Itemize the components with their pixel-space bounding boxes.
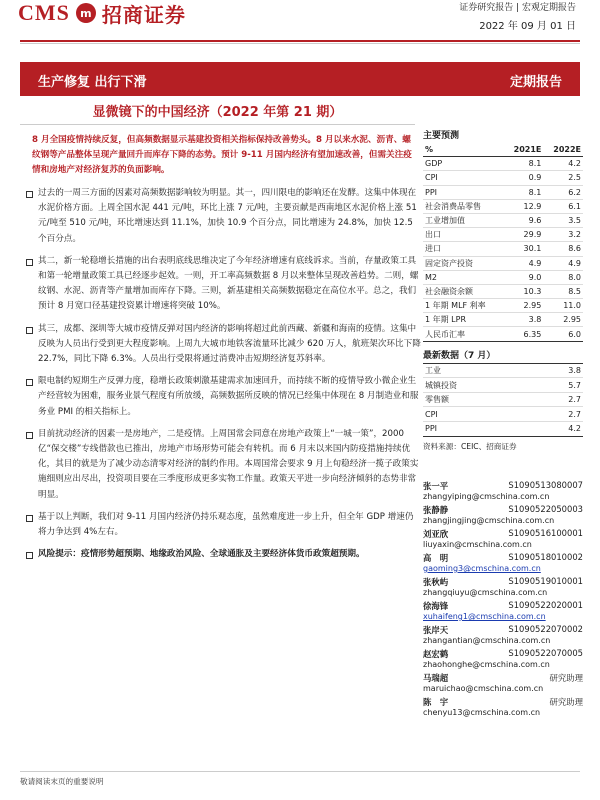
checkbox-bullet-icon [26, 191, 33, 198]
table-row [423, 157, 583, 171]
table-header-cell: 2022E [543, 143, 583, 157]
bullet-text: 基于以上判断，我们对 9-11 月国内经济仍持乐观态度，虽然难度进一步上升，但全年 GDP 增速仍将力争达到 4%左右。 [38, 511, 414, 538]
table-row [423, 199, 583, 213]
checkbox-bullet-icon [26, 515, 33, 522]
table-header-cell: 2021E [504, 143, 544, 157]
table-cell: GDP [423, 157, 504, 171]
bullet-text: 风险提示：疫情形势超预期、地缘政治风险、全球通胀及主要经济体货币政策超预期。 [38, 549, 365, 560]
analyst-row [423, 480, 583, 492]
table-row [423, 313, 583, 327]
report-type: 证券研究报告 | 宏观定期报告 [459, 3, 576, 13]
table-cell: 8.1 [504, 157, 544, 171]
forecast-table [423, 143, 583, 342]
forecast-title: 主要预测 [423, 131, 460, 141]
table-cell: 6.1 [543, 199, 583, 213]
analyst-email: liuyaxin@cmschina.com.cn [423, 540, 532, 549]
analyst-email: zhangyiping@cmschina.com.cn [423, 492, 550, 501]
analyst-email: zhangjingjing@cmschina.com.cn [423, 516, 555, 525]
analyst-name: 马瑞超 [423, 673, 449, 683]
table-cell: 2.95 [504, 299, 544, 313]
table-cell: 8.6 [543, 242, 583, 256]
title-divider [20, 124, 415, 125]
table-cell: 29.9 [504, 228, 544, 242]
checkbox-bullet-icon [26, 327, 33, 334]
table-row [423, 422, 583, 437]
table-cell: 3.2 [543, 228, 583, 242]
analyst-id: S1090519010001 [508, 576, 583, 586]
table-cell: 3.8 [504, 313, 544, 327]
table-cell: 6.35 [504, 327, 544, 341]
analyst-email[interactable]: xuhaifeng1@cmschina.com.cn [423, 612, 546, 621]
analyst-entry [423, 648, 583, 669]
table-row [423, 284, 583, 298]
table-header-cell: % [423, 143, 504, 157]
analyst-name: 张一平 [423, 481, 449, 491]
latest-data-title: 最新数据（7 月） [423, 350, 496, 361]
analyst-entry [423, 600, 583, 621]
title-banner [20, 62, 580, 96]
checkbox-bullet-icon [26, 432, 33, 439]
footer-divider [20, 771, 580, 772]
table-cell: 零售额 [423, 392, 532, 407]
analyst-id: S1090522050003 [508, 504, 583, 514]
analyst-name: 张秋屿 [423, 577, 449, 587]
table-row [423, 392, 583, 407]
analyst-email: chenyu13@cmschina.com.cn [423, 708, 541, 717]
table-cell: 5.7 [532, 378, 583, 393]
checkbox-bullet-icon [26, 552, 33, 559]
table-row [423, 270, 583, 284]
table-cell: 12.9 [504, 199, 544, 213]
analyst-row [423, 672, 583, 684]
header-divider-thin [20, 43, 580, 44]
table-cell: 0.9 [504, 171, 544, 185]
table-cell: 人民币汇率 [423, 327, 504, 341]
table-cell: 4.9 [504, 256, 544, 270]
analyst-row [423, 648, 583, 660]
bullet-item [26, 547, 421, 562]
table-cell: 2.7 [532, 392, 583, 407]
table-cell: 社会融资余额 [423, 284, 504, 298]
table-row [423, 407, 583, 422]
company-logo [18, 0, 186, 26]
bullet-text: 限电制约短期生产反弹力度，稳增长政策刺激基建需求加速回升，而持续不断的疫情导致小微企业生产经营较为困难，服务业景气程度有所放缓，高频数据所反映的情况已经集中体现在 8 月制造业和服务业 PMI 的相关指标上。 [38, 376, 419, 417]
latest-data-table [423, 363, 583, 437]
analyst-email: zhaohonghe@cmschina.com.cn [423, 660, 550, 669]
checkbox-bullet-icon [26, 259, 33, 266]
analyst-id: 研究助理 [549, 673, 583, 683]
banner-report-tag: 定期报告 [509, 75, 562, 90]
table-row [423, 242, 583, 256]
checkbox-bullet-icon [26, 379, 33, 386]
table-row [423, 378, 583, 393]
table-cell: 3.8 [532, 363, 583, 378]
bullet-text: 其二，新一轮稳增长措施的出台表明底线思维决定了今年经济增速有底线诉求。当前，存量政策工具和第一轮增量政策工具已经逐步起效。一则，开工率高频数据 8 月以来整体呈现改善趋势。二则，螺纹钢、水泥、沥青等产量增加而库存下降。三则，新基建相关高频数据稳定在高位水平。总之，我们预计 8 月宽口径基建投资累计增速将突破 10%。 [38, 255, 419, 312]
analyst-email: zhangantian@cmschina.com.cn [423, 636, 551, 645]
bullet-item [26, 374, 421, 420]
analyst-entry [423, 672, 583, 693]
bullet-list [26, 186, 421, 569]
table-cell: 2.7 [532, 407, 583, 422]
table-cell: 11.0 [543, 299, 583, 313]
table-cell: 9.0 [504, 270, 544, 284]
analyst-name: 陈 宇 [423, 697, 449, 707]
analyst-name: 张静静 [423, 505, 449, 515]
table-row [423, 185, 583, 199]
table-cell: 8.1 [504, 185, 544, 199]
logo-cms-text: CMS [18, 0, 70, 25]
analyst-name: 徐海锋 [423, 601, 449, 611]
table-cell: 出口 [423, 228, 504, 242]
analyst-row [423, 696, 583, 708]
table-cell: 10.3 [504, 284, 544, 298]
bullet-item [26, 254, 421, 315]
table-cell: 1 年期 MLF 利率 [423, 299, 504, 313]
table-cell: CPI [423, 171, 504, 185]
table-cell: 8.0 [543, 270, 583, 284]
footer-note: 敬请阅读末页的重要说明 [20, 777, 104, 786]
analyst-entry [423, 552, 583, 573]
bullet-item [26, 322, 421, 368]
table-cell: 工业 [423, 363, 532, 378]
table-cell: 8.5 [543, 284, 583, 298]
table-cell: 6.2 [543, 185, 583, 199]
analyst-id: S1090513080007 [508, 480, 583, 490]
analyst-id: 研究助理 [549, 697, 583, 707]
table-row [423, 213, 583, 227]
analyst-row [423, 528, 583, 540]
analyst-id: S1090516100001 [508, 528, 583, 538]
table-cell: 工业增加值 [423, 213, 504, 227]
analyst-id: S1090522070002 [508, 624, 583, 634]
bullet-text: 过去的一周三方面的因素对高频数据影响较为明显。其一，四川限电的影响还在发酵。这集中体现在水泥价格方面。上周全国水泥 441 元/吨，环比上涨 7 元/吨，主要贡献是西南地区水泥价格上涨 51 元/吨至 510 元/吨，环比增速达到 11.1%，加快 10.9 个百分点，同比增速为 24.8%，加快 12.5 个百分点。 [38, 188, 417, 244]
table-cell: 社会消费品零售 [423, 199, 504, 213]
table-cell: M2 [423, 270, 504, 284]
analyst-row [423, 576, 583, 588]
table-cell: 4.2 [543, 157, 583, 171]
logo-chinese-name: 招商证券 [101, 2, 186, 27]
analyst-row [423, 504, 583, 516]
analyst-row [423, 552, 583, 564]
bullet-item [26, 427, 421, 503]
analyst-entry [423, 696, 583, 717]
table-cell: 固定资产投资 [423, 256, 504, 270]
bullet-text: 目前扰动经济的因素一是房地产，二是疫情。上周国常会同意在房地产政策上“一城一策”，2000 亿“保交楼”专线借款也已推出，房地产市场形势可能会有转机。而 6 月末以来国内防疫措施持续优化，其目的就是为了减少动态清零对经济的制约作用。本周国常会要求 9 月上旬稳经济一揽子政策实施细则应出尽出，投资项目要在三季度形成更多实物工作量。政策天平进一步向经济倾斜的态势非常明显。 [38, 428, 419, 500]
table-cell: 1 年期 LPR [423, 313, 504, 327]
table-cell: 6.0 [543, 327, 583, 341]
data-source: 资料来源：CEIC、招商证券 [423, 441, 517, 451]
analyst-id: S1090522020001 [508, 600, 583, 610]
analyst-id: S1090522070005 [508, 648, 583, 658]
table-row [423, 171, 583, 185]
analyst-name: 张岸天 [423, 625, 449, 635]
analyst-email[interactable]: gaoming3@cmschina.com.cn [423, 564, 541, 573]
analyst-id: S1090518010002 [508, 552, 583, 562]
report-title: 显微镜下的中国经济（2022 年第 21 期） [92, 105, 343, 120]
analyst-entry [423, 528, 583, 549]
analyst-email: zhangqiuyu@cmschina.com.cn [423, 588, 548, 597]
logo-emblem-icon: m [76, 3, 96, 23]
right-column [423, 128, 583, 452]
table-row [423, 228, 583, 242]
analyst-entry [423, 624, 583, 645]
bullet-item [26, 186, 421, 247]
analyst-name: 赵宏鹤 [423, 649, 449, 659]
table-row [423, 327, 583, 341]
analyst-name: 高 明 [423, 553, 449, 563]
table-row [423, 363, 583, 378]
table-cell: 4.2 [532, 422, 583, 437]
banner-subtitle: 生产修复 出行下滑 [38, 75, 147, 90]
analyst-row [423, 600, 583, 612]
table-cell: 30.1 [504, 242, 544, 256]
table-cell: 进口 [423, 242, 504, 256]
analyst-entry [423, 504, 583, 525]
table-cell: 城镇投资 [423, 378, 532, 393]
table-cell: CPI [423, 407, 532, 422]
analyst-entry [423, 480, 583, 501]
analyst-list [423, 480, 583, 720]
header-divider [20, 40, 580, 42]
table-cell: 9.6 [504, 213, 544, 227]
header-meta [459, 0, 576, 32]
analyst-row [423, 624, 583, 636]
table-cell: 2.95 [543, 313, 583, 327]
table-cell: 3.5 [543, 213, 583, 227]
summary-paragraph: 8 月全国疫情持续反复，但高频数据显示基建投资相关指标保持改善势头。8 月以来水泥、沥青、螺纹钢等产品整体呈现产量回升而库存下降的态势。预计 9-11 月国内经济有望加速改善，但需关注疫情和房地产对经济复苏的负面影响。 [32, 135, 412, 175]
analyst-email: maruichao@cmschina.com.cn [423, 684, 544, 693]
analyst-entry [423, 576, 583, 597]
table-row [423, 299, 583, 313]
report-date: 2022 年 09 月 01 日 [479, 21, 576, 32]
table-row [423, 256, 583, 270]
table-cell: PPI [423, 422, 532, 437]
table-cell: PPI [423, 185, 504, 199]
table-cell: 4.9 [543, 256, 583, 270]
bullet-text: 其三，成都、深圳等大城市疫情反弹对国内经济的影响将超过此前西藏、新疆和海南的疫情。这集中反映为人员出行受到更大程度影响。上周九大城市地铁客流量环比减少 620 万人，航班架次环比下降 22.7%，同比下降 6.3%。人员出行受限将通过消费冲击短期经济复苏斜率。 [38, 323, 421, 365]
table-cell: 2.5 [543, 171, 583, 185]
bullet-item [26, 510, 421, 540]
analyst-name: 刘亚欣 [423, 529, 449, 539]
